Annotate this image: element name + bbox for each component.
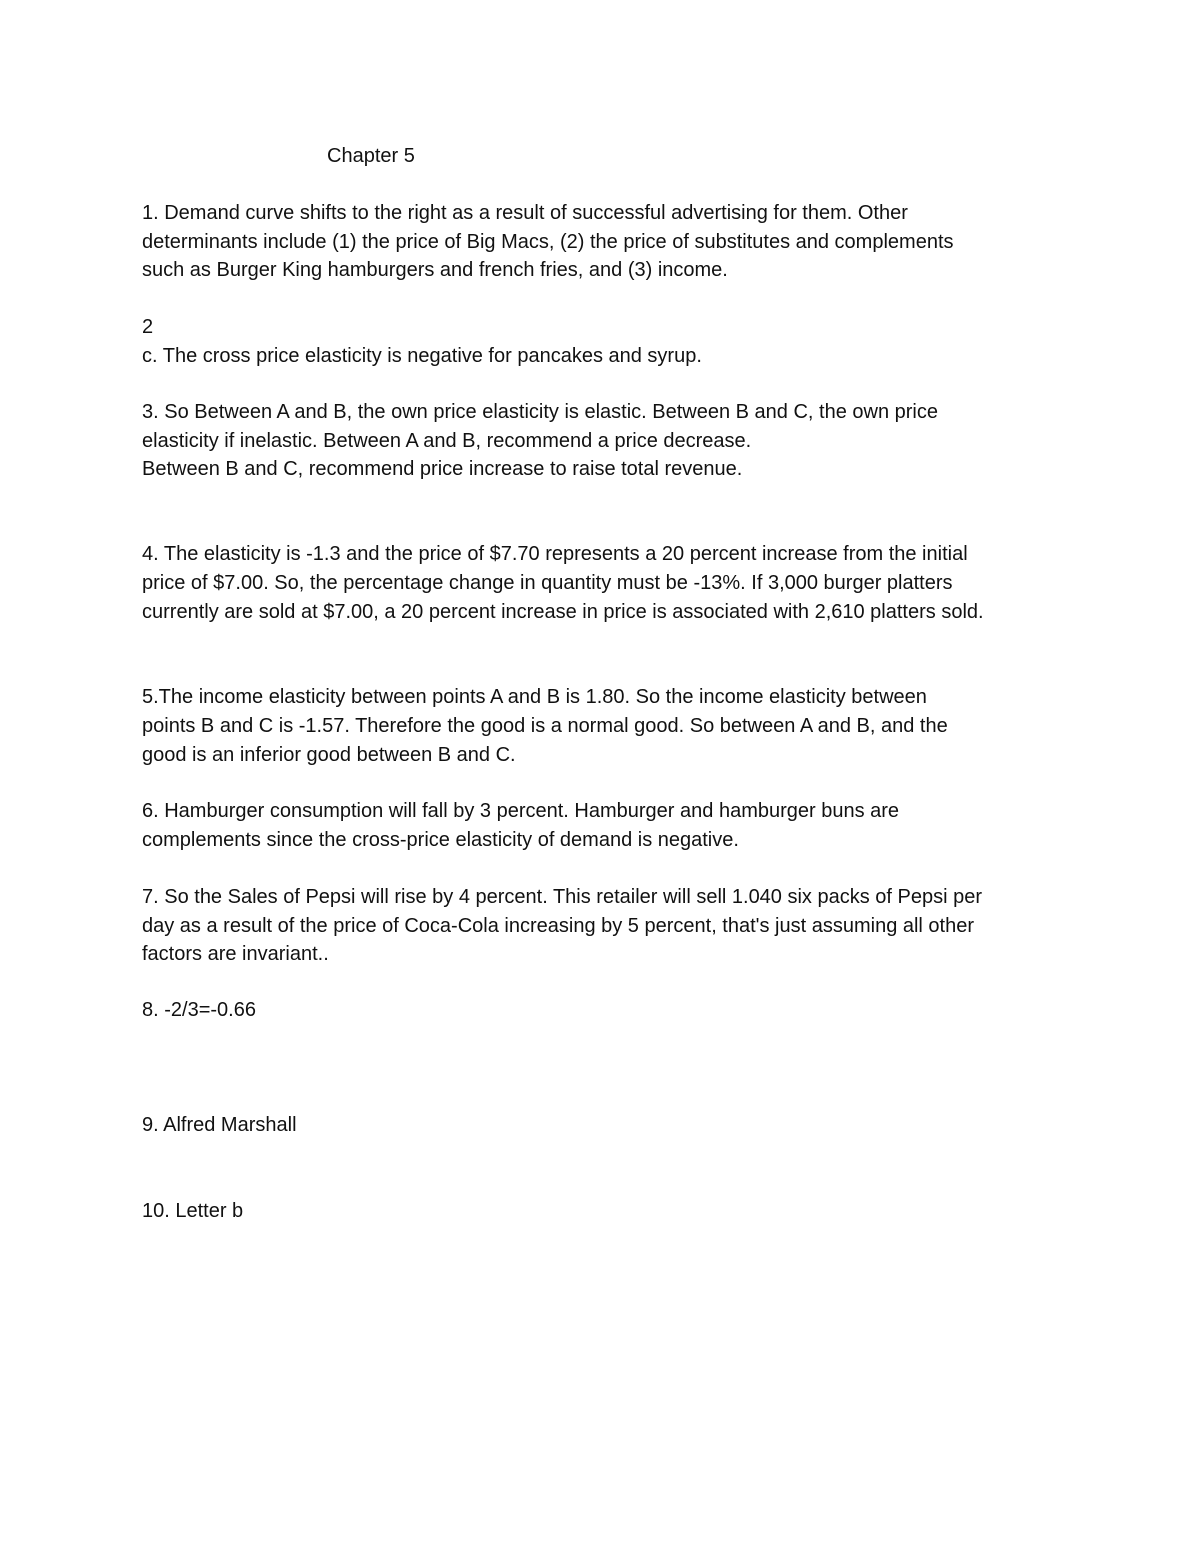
answer-5-line-1: 5.The income elasticity between points A and B is 1.80. So the income elasticity between: [142, 686, 927, 708]
answer-4-line-2: price of $7.00. So, the percentage change in quantity must be -13%. If 3,000 burger platters: [142, 572, 953, 594]
answer-2-line-1: c. The cross price elasticity is negative for pancakes and syrup.: [142, 345, 702, 367]
answer-3-line-1: 3. So Between A and B, the own price elasticity is elastic. Between B and C, the own price: [142, 401, 938, 423]
answer-7-line-1: 7. So the Sales of Pepsi will rise by 4 percent. This retailer will sell 1.040 six packs of Pepsi per: [142, 886, 983, 908]
answer-9-line-1: 9. Alfred Marshall: [142, 1114, 297, 1136]
answer-6-line-2: complements since the cross-price elasticity of demand is negative.: [142, 829, 739, 851]
answer-1-line-3: such as Burger King hamburgers and french fries, and (3) income.: [142, 259, 728, 281]
answer-10-line-1: 10. Letter b: [142, 1200, 244, 1222]
page-title: Chapter 5: [327, 145, 415, 167]
answer-4-line-1: 4. The elasticity is -1.3 and the price of $7.70 represents a 20 percent increase from the initial: [142, 543, 968, 565]
answer-1-line-2: determinants include (1) the price of Big Macs, (2) the price of substitutes and complements: [142, 231, 954, 253]
answer-5-line-3: good is an inferior good between B and C.: [142, 744, 516, 766]
answer-6-line-1: 6. Hamburger consumption will fall by 3 percent. Hamburger and hamburger buns are: [142, 800, 900, 822]
answer-2-number: 2: [142, 316, 154, 338]
answer-3-line-3: Between B and C, recommend price increase to raise total revenue.: [142, 458, 743, 480]
answer-3-line-2: elasticity if inelastic. Between A and B, recommend a price decrease.: [142, 430, 752, 452]
answer-5-line-2: points B and C is -1.57. Therefore the good is a normal good. So between A and B, and the: [142, 715, 948, 737]
answer-7-line-2: day as a result of the price of Coca-Cola increasing by 5 percent, that's just assuming all other: [142, 915, 975, 937]
answer-4-line-3: currently are sold at $7.00, a 20 percent increase in price is associated with 2,610 platters sold.: [142, 601, 984, 623]
answer-7-line-3: factors are invariant..: [142, 943, 329, 965]
answer-1-line-1: 1. Demand curve shifts to the right as a result of successful advertising for them. Other: [142, 202, 908, 224]
answer-8-line-1: 8. -2/3=-0.66: [142, 999, 256, 1021]
